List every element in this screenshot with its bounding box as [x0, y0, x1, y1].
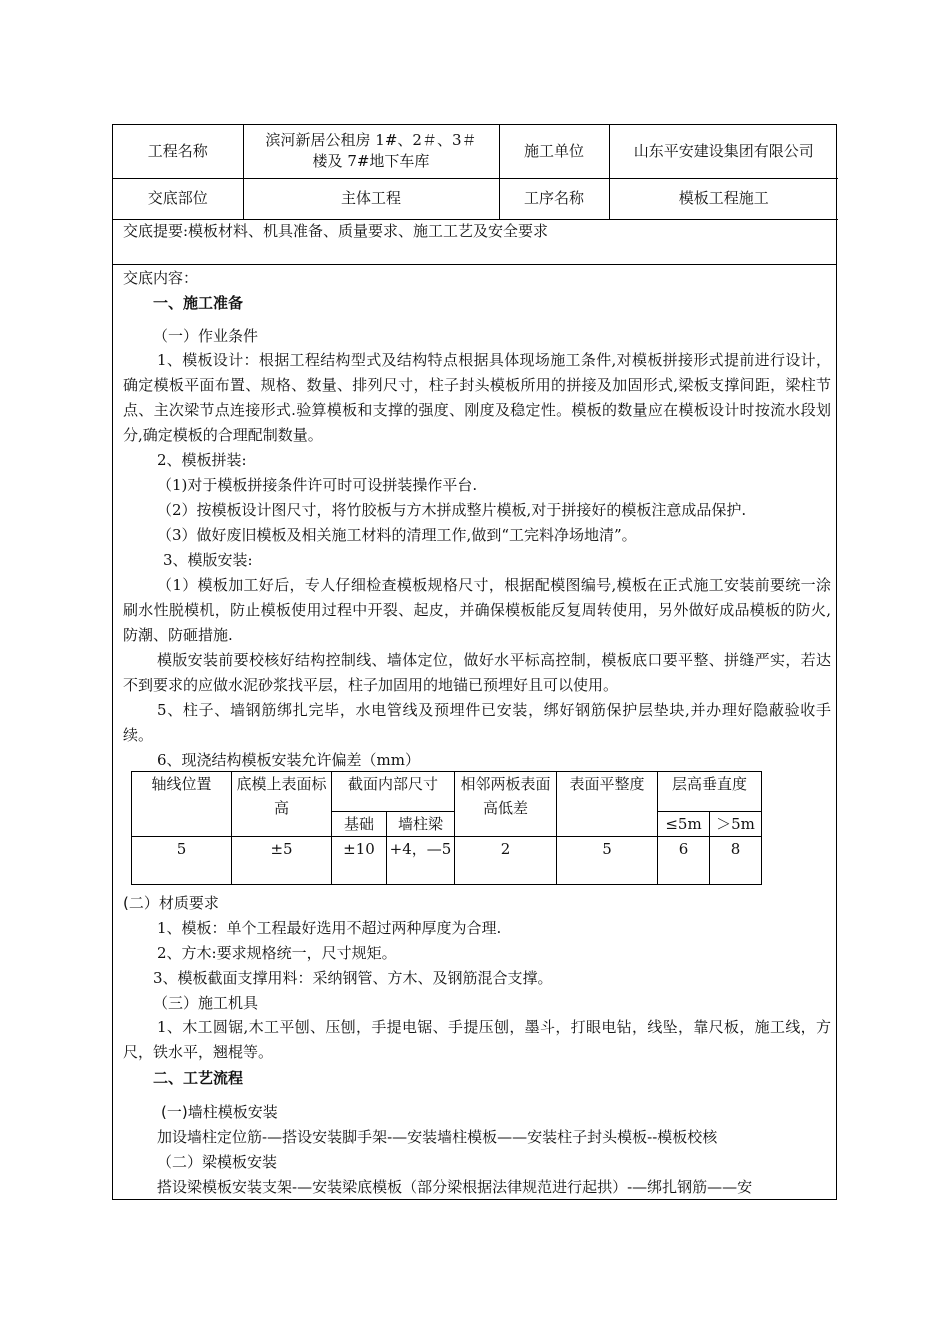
paragraph-beam-flow: 搭设梁模板安装支架-—安装梁底模板（部分梁根据法律规范进行起拱）-—绑扎钢筋——安: [157, 1178, 753, 1196]
subheading-wall-column: (一)墙柱模板安装: [161, 1103, 278, 1121]
paragraph-assembly-3: （3）做好废旧模板及相关施工材料的清理工作,做到“工完料净场地清”。: [157, 526, 637, 544]
section-heading-process: 二、工艺流程: [153, 1069, 244, 1087]
col-adjacent-diff: 相邻两板表面高低差: [455, 772, 557, 837]
paragraph-material-timber: 2、方木:要求规格统一，尺寸规矩。: [157, 944, 397, 962]
col-le-5m: ≤5m: [658, 812, 710, 837]
paragraph-template-design: 1、模板设计：根据工程结构型式及结构特点根据具体现场施工条件,对模板拼接形式提前进行设计，确定模板平面布置、规格、数量、排列尺寸，柱子封头模板所用的拼接及加固形式,梁板支撑间距，梁柱节点、主次梁节点连接形式.验算模板和支撑的强度、刚度及稳定性。模板的数量应在模板设计时按流水段划分,确定模板的合理配制数量。: [123, 351, 831, 444]
paragraph-install-1: （1）模板加工好后，专人仔细检查模板规格尺寸，根据配模图编号,模板在正式施工安装前要统一涂刷水性脱模机，防止模板使用过程中开裂、起皮，并确保模板能反复周转使用，另外做好成品模板的防火,防潮、防砸措施.: [123, 576, 831, 644]
col-axis-position: 轴线位置: [132, 772, 232, 837]
val-axis-position: 5: [132, 837, 232, 885]
val-le-5m: 6: [658, 837, 710, 885]
content-label: 交底内容：: [123, 269, 199, 287]
col-bottom-elevation: 底模上表面标高: [232, 772, 332, 837]
val-adjacent-diff: 2: [455, 837, 557, 885]
val-flatness: 5: [557, 837, 658, 885]
paragraph-tools-list: 1、木工圆锯,木工平刨、压刨，手提电锯、手提压刨，墨斗，打眼电钻，线坠，靠尺板，施工线，方尺，铁水平，翘棍等。: [123, 1018, 831, 1061]
col-gt-5m: ＞5m: [710, 812, 762, 837]
subheading-beam: （二）梁模板安装: [157, 1153, 278, 1171]
disclosure-part-label: 交底部位: [113, 178, 243, 219]
col-wall-column-beam: 墙柱梁: [387, 812, 455, 837]
paragraph-template-assembly: 2、模板拼装:: [157, 451, 247, 469]
paragraph-install-check: 模版安装前要校核好结构控制线、墙体定位，做好水平标高控制，模板底口要平整、拼缝严实，若达不到要求的应做水泥砂浆找平层，柱子加固用的地锚已预埋好且可以使用。: [123, 651, 831, 694]
process-name-value: 模板工程施工: [609, 178, 838, 219]
disclosure-form: [112, 124, 837, 1200]
header-table: [113, 125, 838, 220]
col-foundation: 基础: [332, 812, 387, 837]
paragraph-material-support: 3、模板截面支撑用料：采纳钢管、方木、及钢筋混合支撑。: [153, 969, 553, 987]
paragraph-tolerance-title: 6、现浇结构模板安装允许偏差（mm）: [157, 751, 420, 769]
construction-unit-label: 施工单位: [499, 125, 609, 178]
paragraph-wall-column-flow: 加设墙柱定位筋-—搭设安装脚手架-—安装墙柱模板——安装柱子封头模板--模板校核: [157, 1128, 718, 1146]
val-wall-column-beam: +4，—5: [387, 837, 455, 885]
paragraph-template-install: 3、模版安装:: [163, 551, 253, 569]
col-flatness: 表面平整度: [557, 772, 658, 837]
paragraph-rebar-complete: 5、柱子、墙钢筋绑扎完毕，水电管线及预埋件已安装，绑好钢筋保护层垫块,并办理好隐蔽验收手续。: [123, 701, 831, 744]
paragraph-assembly-2: （2）按模板设计图尺寸，将竹胶板与方木拼成整片模板,对于拼接好的模板注意成品保护.: [157, 501, 747, 519]
disclosure-part-value: 主体工程: [243, 178, 499, 219]
paragraph-assembly-1: （1)对于模板拼接条件许可时可设拼装操作平台.: [157, 476, 478, 494]
subheading-work-conditions: （一）作业条件: [153, 327, 259, 345]
process-name-label: 工序名称: [499, 178, 609, 219]
col-section-size: 截面内部尺寸: [332, 772, 455, 812]
paragraph-block-1: [123, 348, 831, 773]
tolerance-table: [131, 771, 762, 885]
subheading-materials: (二）材质要求: [123, 894, 219, 912]
paragraph-block-tools: [123, 1015, 831, 1065]
construction-unit-value: 山东平安建设集团有限公司: [609, 125, 838, 178]
section-heading-preparation: 一、施工准备: [153, 294, 244, 312]
project-name-value: 滨河新居公租房 1#、2＃、3＃楼及 7#地下车库: [243, 125, 499, 178]
val-foundation: ±10: [332, 837, 387, 885]
col-verticality: 层高垂直度: [658, 772, 762, 812]
subheading-tools: （三）施工机具: [153, 994, 259, 1012]
brief-text: 交底提要:模板材料、机具准备、质量要求、施工工艺及安全要求: [123, 222, 549, 240]
val-gt-5m: 8: [710, 837, 762, 885]
val-bottom-elevation: ±5: [232, 837, 332, 885]
project-name-label: 工程名称: [113, 125, 243, 178]
paragraph-material-template: 1、模板：单个工程最好选用不超过两种厚度为合理.: [157, 919, 502, 937]
